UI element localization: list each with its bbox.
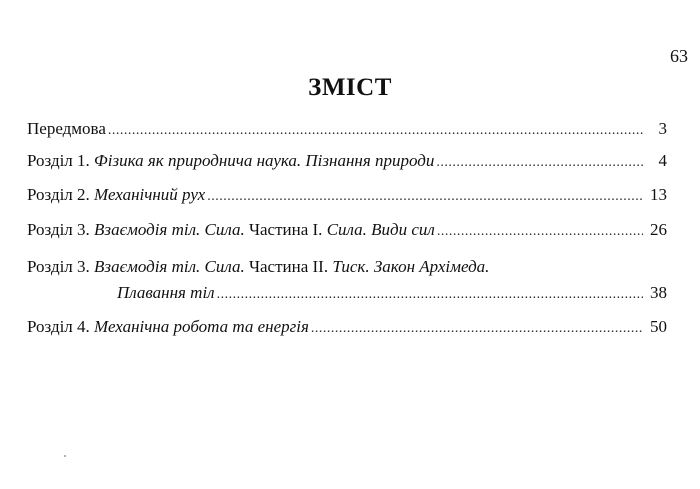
- toc-entry-chapter-number: Розділ 4.: [27, 317, 90, 336]
- toc-title: ЗМІСТ: [308, 74, 392, 101]
- toc-entry-title: Механічний рух: [94, 185, 206, 204]
- toc-entry-chapter-number: Розділ 3.: [27, 257, 90, 276]
- dot-leader: [311, 318, 643, 340]
- stray-mark: [64, 455, 66, 457]
- dot-leader: [217, 284, 643, 306]
- toc-entry-subtitle: Сила. Види сил: [326, 220, 435, 239]
- toc-entry-subtitle: Тиск. Закон Архімеда.: [332, 257, 490, 276]
- toc-entry-title: Фізика як природнича наука. Пізнання природи: [94, 151, 435, 170]
- toc-entry-part: Частина I.: [248, 220, 323, 239]
- toc-entry-preface[interactable]: [27, 118, 667, 142]
- toc-entry-page: 3: [658, 119, 667, 138]
- dot-leader: [108, 120, 643, 142]
- page-number: 63: [670, 46, 688, 66]
- toc-entry-chapter-number: Розділ 2.: [27, 185, 90, 204]
- toc-entry-chapter-2[interactable]: [27, 184, 667, 208]
- toc-entry-page: 38: [650, 283, 667, 302]
- dot-leader: [207, 186, 643, 208]
- toc-entry-chapter-3-part-2[interactable]: [27, 256, 667, 306]
- toc-entry-chapter-1[interactable]: [27, 150, 667, 174]
- toc-entry-title: Механічна робота та енергія: [94, 317, 309, 336]
- dot-leader: [437, 221, 643, 243]
- toc-entry-chapter-number: Розділ 1.: [27, 151, 90, 170]
- toc-entry-chapter-3-part-1[interactable]: [27, 219, 667, 243]
- toc-entry-subtitle-continued: Плавання тіл: [117, 283, 215, 302]
- toc-entry-title: Взаємодія тіл. Сила.: [94, 257, 245, 276]
- toc-entry-chapter-4[interactable]: [27, 316, 667, 340]
- toc-entry-page: 13: [650, 185, 667, 204]
- toc-entry-label: Передмова: [27, 119, 106, 138]
- dot-leader: [436, 152, 643, 174]
- toc-entry-title: Взаємодія тіл. Сила.: [94, 220, 245, 239]
- toc-entry-page: 50: [650, 317, 667, 336]
- toc-entry-chapter-number: Розділ 3.: [27, 220, 90, 239]
- toc-entry-page: 4: [658, 151, 667, 170]
- toc-entry-part: Частина II.: [248, 257, 329, 276]
- toc-entry-page: 26: [650, 220, 667, 239]
